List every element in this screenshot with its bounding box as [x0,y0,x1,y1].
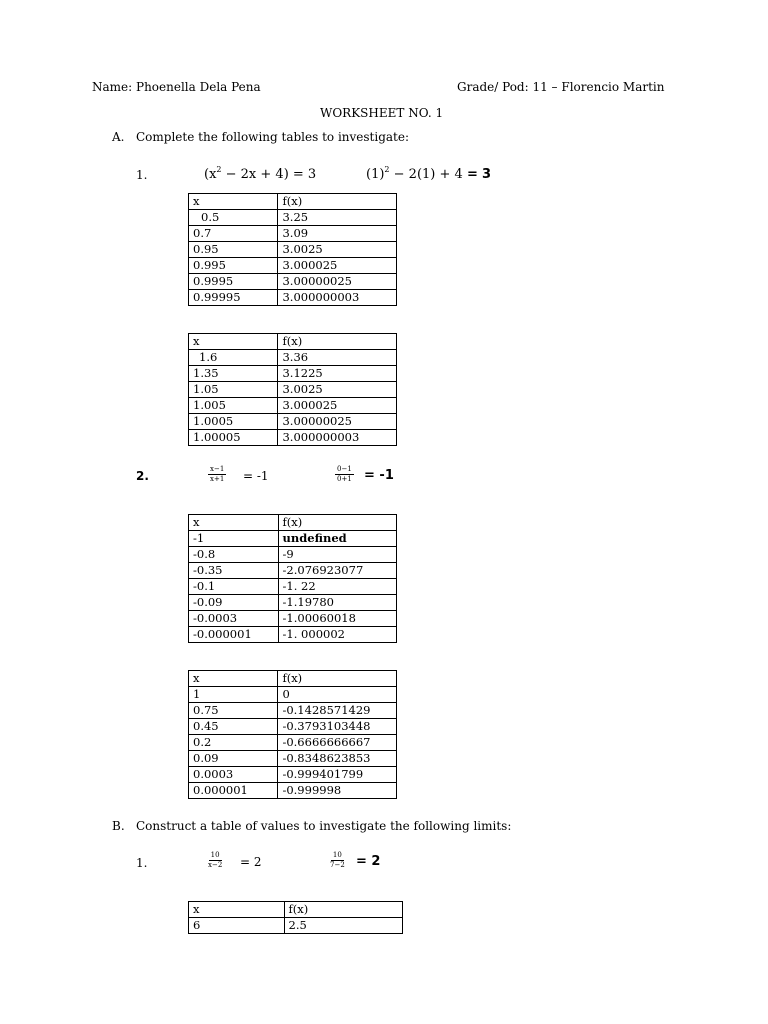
cell-fx: 3.000000003 [278,430,397,446]
item-b1-result: = 2 [356,854,381,869]
cell-fx: -2.076923077 [278,563,396,579]
cell-x: 0.7 [189,226,278,242]
cell-x: 0.2 [189,735,278,751]
cell-x: 0.75 [189,703,278,719]
cell-fx: -9 [278,547,396,563]
cell-x: -0.000001 [189,627,279,643]
table-row [189,579,397,595]
cell-fx: 3.0025 [278,242,397,258]
fraction-numerator: 0−1 [337,465,352,473]
fraction-numerator: 10 [210,851,220,859]
table-row [189,210,397,226]
substitution-equals: = [466,167,478,182]
table-a1-left [188,193,397,306]
table-row [189,430,397,446]
fraction-denominator: x+1 [210,475,225,483]
table-row [189,687,397,703]
cell-x: -1 [189,531,279,547]
cell-x: 0.0003 [189,767,278,783]
cell-fx: 3.000000003 [278,290,397,306]
table-row [189,918,403,934]
cell-x: 1 [189,687,278,703]
item-a1-number: 1. [136,168,148,182]
item-a2-fraction [208,465,226,484]
table-row [189,767,397,783]
fraction-numerator: x−1 [210,465,225,473]
cell-x: 6 [189,918,285,934]
table-row [189,703,397,719]
table-b1 [188,901,403,934]
cell-fx: 3.1225 [278,366,397,382]
cell-fx: 3.00000025 [278,274,397,290]
item-a1-substitution [366,165,492,182]
cell-fx: -0.999401799 [278,767,397,783]
table-row [189,531,397,547]
cell-x: 0.95 [189,242,278,258]
table-row [189,414,397,430]
item-b1-substitution-fraction [328,851,347,870]
item-b1-equals: = 2 [240,855,262,869]
table-row [189,783,397,799]
table-row [189,719,397,735]
item-a2-equals: = -1 [243,469,269,483]
section-a-letter: A. [112,130,125,144]
table-header-row [189,334,397,350]
cell-x: 0.99995 [189,290,278,306]
table-a1-right [188,333,397,446]
cell-fx: -0.8348623853 [278,751,397,767]
section-a-heading: Complete the following tables to investigate: [136,130,410,144]
fraction-denominator: 0+1 [337,475,352,483]
cell-fx: 3.36 [278,350,397,366]
table-row [189,627,397,643]
cell-x: 1.6 [189,350,278,366]
item-b1-fraction [206,851,224,870]
cell-x: 1.0005 [189,414,278,430]
cell-fx: 3.25 [278,210,397,226]
cell-fx: -1. 000002 [278,627,396,643]
cell-x: 1.05 [189,382,278,398]
cell-x: 1.00005 [189,430,278,446]
cell-fx: -1.00060018 [278,611,396,627]
table-row [189,290,397,306]
table-row [189,274,397,290]
cell-fx: 2.5 [284,918,402,934]
fraction-denominator: x−2 [208,861,223,869]
fraction-numerator: 10 [332,851,342,859]
cell-fx: 3.00000025 [278,414,397,430]
cell-x: 0.000001 [189,783,278,799]
table-row [189,563,397,579]
section-b-heading: Construct a table of values to investigate the following limits: [136,819,512,833]
table-row [189,258,397,274]
table-row [189,547,397,563]
table-row [189,366,397,382]
item-b1-number: 1. [136,856,148,870]
item-a2-substitution-fraction [335,465,354,484]
cell-fx: 3.000025 [278,258,397,274]
header-x: x [189,194,278,210]
cell-fx: -0.3793103448 [278,719,397,735]
table-row [189,226,397,242]
cell-fx: 3.0025 [278,382,397,398]
table-row [189,735,397,751]
table-header-row [189,194,397,210]
table-row [189,611,397,627]
cell-fx: -0.6666666667 [278,735,397,751]
table-row [189,595,397,611]
table-row [189,398,397,414]
substitution-expression: $(1)^2 - 2(1) + 4$ [366,165,463,182]
header-x: x [189,902,285,918]
cell-fx: -0.1428571429 [278,703,397,719]
cell-fx: -1.19780 [278,595,396,611]
cell-x: 0.9995 [189,274,278,290]
cell-fx: 3.000025 [278,398,397,414]
header-fx: f(x) [278,194,397,210]
table-header-row [189,902,403,918]
item-a1-equation: $(x^2 - 2x + 4) = 3$ [204,165,317,182]
header-x: x [189,334,278,350]
table-row [189,751,397,767]
student-name: Name: Phoenella Dela Pena [92,80,261,94]
section-b-letter: B. [112,819,125,833]
cell-fx: undefined [278,531,396,547]
fraction-denominator: 7−2 [330,861,345,869]
cell-x: -0.0003 [189,611,279,627]
table-row [189,350,397,366]
cell-x: -0.1 [189,579,279,595]
cell-x: 0.5 [189,210,278,226]
cell-fx: 0 [278,687,397,703]
table-header-row [189,671,397,687]
cell-x: -0.09 [189,595,279,611]
cell-x: -0.8 [189,547,279,563]
table-header-row [189,515,397,531]
item-a2-number: 2. [136,469,149,483]
worksheet-title: WORKSHEET NO. 1 [320,106,444,120]
cell-fx: -0.999998 [278,783,397,799]
table-a2-right [188,670,397,799]
cell-x: 1.35 [189,366,278,382]
cell-fx: -1. 22 [278,579,396,595]
table-row [189,382,397,398]
header-fx: f(x) [284,902,402,918]
grade-pod: Grade/ Pod: 11 – Florencio Martin [457,80,665,94]
cell-x: 0.45 [189,719,278,735]
substitution-result: 3 [481,167,492,182]
item-a2-result: = -1 [364,468,394,483]
header-fx: f(x) [278,515,396,531]
cell-x: 0.995 [189,258,278,274]
header-x: x [189,515,279,531]
header-x: x [189,671,278,687]
table-a2-left [188,514,397,643]
cell-x: 1.005 [189,398,278,414]
cell-x: -0.35 [189,563,279,579]
cell-fx: 3.09 [278,226,397,242]
cell-x: 0.09 [189,751,278,767]
table-row [189,242,397,258]
header-fx: f(x) [278,334,397,350]
header-fx: f(x) [278,671,397,687]
